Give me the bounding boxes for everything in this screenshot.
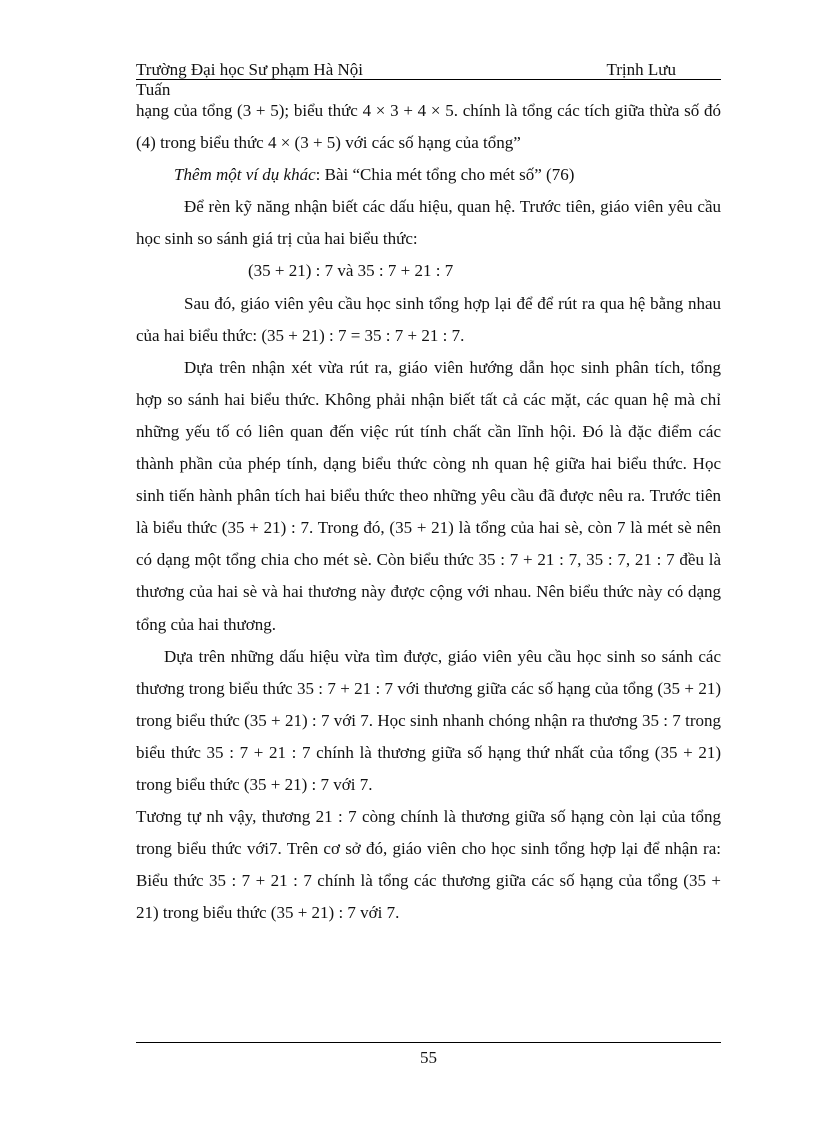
document-body [136,95,721,929]
page-header [136,60,721,80]
paragraph-5: Dựa trên nhận xét vừa rút ra, giáo viên hướng dẫn học sinh phân tích, tổng hợp so sánh hai biểu thức. Không phải nhận biết tất cả các mặt, các quan hệ mà chỉ những yếu tố có liên quan đến việc rút tính chất cần lĩnh hội. Đó là đặc điểm các thành phần của phép tính, dạng biểu thức còng nh quan hệ giữa hai biểu thức. Học sinh tiến hành phân tích hai biểu thức theo những yêu cầu đã được nêu ra. Trước tiên là biểu thức (35 + 21) : 7. Trong đó, (35 + 21) là tổng của hai sè, còn 7 là mét sè nên có dạng một tổng chia cho mét sè. Còn biểu thức 35 : 7 + 21 : 7, 35 : 7, 21 : 7 đều là thương của hai sè và hai thương này được cộng với nhau. Nên biểu thức này có dạng tổng của hai thương. [136,357,721,634]
paragraph-1: hạng của tổng (3 + 5); biểu thức 4 × 3 + 4 × 5. chính là tổng các tích giữa thừa số đó (4) trong biểu thức 4 × (3 + 5) với các số hạng của tổng” [136,101,721,153]
paragraph-3: Để rèn kỹ năng nhận biết các dấu hiệu, quan hệ. Trước tiên, giáo viên yêu cầu học sinh so sánh giá trị của hai biểu thức: [136,197,721,249]
paragraph-4: Sau đó, giáo viên yêu cầu học sinh tổng hợp lại để để rút ra qua hệ bằng nhau của hai biểu thức: (35 + 21) : 7 = 35 : 7 + 21 : 7. [136,293,721,345]
header-author: Trịnh Lưu [606,60,676,79]
paragraph-2-italic: Thêm một ví dụ khác [174,165,316,185]
page-number: 55 [420,1048,437,1067]
formula-line: (35 + 21) : 7 và 35 : 7 + 21 : 7 [248,261,454,281]
header-author-overflow: Tuấn [136,80,171,99]
paragraph-2-rest: : Bài “Chia mét tổng cho mét số” (76) [315,165,575,185]
paragraph-2 [136,159,721,191]
header-school: Trường Đại học Sư phạm Hà Nội [136,60,364,79]
paragraph-6: Dựa trên những dấu hiệu vừa tìm được, giáo viên yêu cầu học sinh so sánh các thương trong biểu thức 35 : 7 + 21 : 7 với thương giữa các số hạng của tổng (35 + 21) trong biểu thức (35 + 21) : 7 với 7. Học sinh nhanh chóng nhận ra thương 35 : 7 trong biểu thức 35 : 7 + 21 : 7 chính là thương giữa số hạng thứ nhất của tổng (35 + 21) trong biểu thức (35 + 21) : 7 với 7. [136,646,721,794]
footer-divider [136,1042,721,1043]
paragraph-7: Tương tự nh vậy, thương 21 : 7 còng chính là thương giữa số hạng còn lại của tổng trong biểu thức với7. Trên cơ sở đó, giáo viên cho học sinh tổng hợp lại để nhận ra: Biểu thức 35 : 7 + 21 : 7 chính là tổng các thương giữa các số hạng của tổng (35 + 21) trong biểu thức (35 + 21) : 7 với 7. [136,807,721,923]
